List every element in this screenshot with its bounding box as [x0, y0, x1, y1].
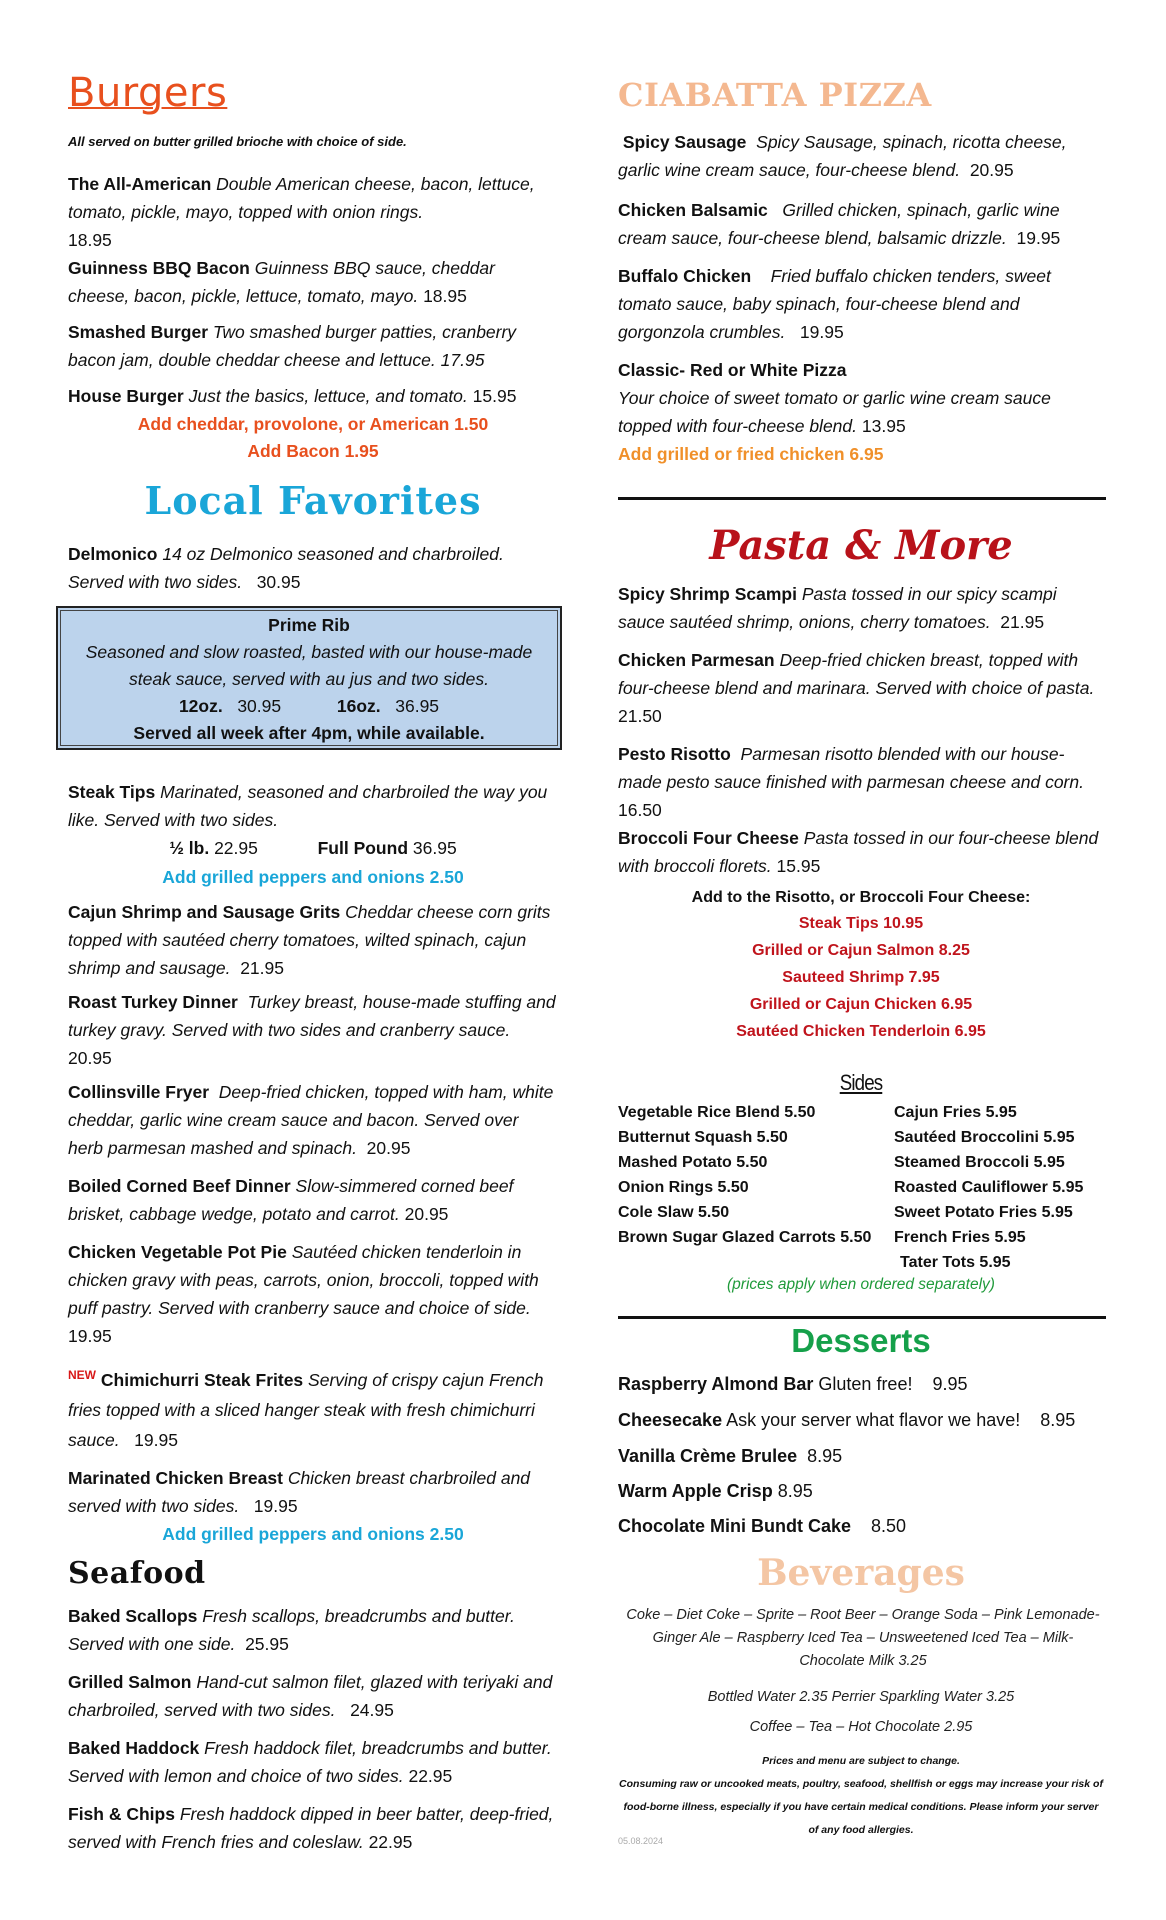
item-desc: Your choice of sweet tomato or garlic wine cream sauce topped with four-cheese blend. — [618, 388, 1051, 436]
item-name: Marinated Chicken Breast — [68, 1468, 283, 1488]
sides-right-list — [894, 1100, 1109, 1275]
item-desc: Fried buffalo chicken tenders, sweet tomato sauce, baby spinach, four-cheese blend and gorgonzola crumbles. — [618, 266, 1051, 342]
menu-item-smashed-burger — [68, 318, 558, 374]
steak-tips-full-price: 36.95 — [412, 838, 457, 858]
item-name: Grilled Salmon — [68, 1672, 192, 1692]
item-name: Steak Tips — [68, 782, 156, 802]
menu-item-spicy-sausage-pizza — [618, 128, 1104, 184]
pasta-addon: Grilled or Cajun Salmon 8.25 — [752, 942, 970, 959]
new-badge: NEW — [68, 1368, 96, 1382]
item-desc: Fresh haddock dipped in beer batter, deep-fried, served with French fries and coleslaw. — [68, 1804, 554, 1852]
item-price: 21.95 — [1000, 612, 1045, 632]
item-price: 9.95 — [932, 1374, 968, 1394]
prime-rib-size-16: 16oz. — [336, 696, 381, 716]
item-name: Smashed Burger — [68, 322, 209, 342]
menu-item-pot-pie — [68, 1238, 558, 1350]
side-item: Brown Sugar Glazed Carrots 5.50 — [618, 1229, 872, 1246]
item-price: 22.95 — [408, 1766, 453, 1786]
pasta-addon: Steak Tips 10.95 — [798, 915, 924, 932]
side-item: Butternut Squash 5.50 — [618, 1129, 788, 1146]
beverages-title: Beverages — [757, 1552, 965, 1594]
item-price: 8.95 — [777, 1481, 813, 1501]
side-item: French Fries 5.95 — [894, 1229, 1026, 1246]
item-name: Raspberry Almond Bar — [618, 1374, 814, 1394]
item-desc: Spicy Sausage, spinach, ricotta cheese, garlic wine cream sauce, four-cheese blend. — [618, 132, 1067, 180]
pizza-addon-chicken: Add grilled or fried chicken 6.95 — [618, 444, 884, 464]
item-name: Broccoli Four Cheese — [618, 828, 799, 848]
prime-rib-price-12: 30.95 — [237, 696, 282, 716]
side-item: Onion Rings 5.50 — [618, 1179, 749, 1196]
item-desc: Slow-simmered corned beef brisket, cabbage wedge, potato and carrot. — [68, 1176, 514, 1224]
side-item: Roasted Cauliflower 5.95 — [894, 1179, 1084, 1196]
item-price: 20.95 — [68, 1048, 112, 1068]
burger-addon-bacon: Add Bacon 1.95 — [247, 441, 379, 461]
item-desc: 14 oz Delmonico seasoned and charbroiled. Served with two sides. — [68, 544, 504, 592]
item-desc: Gluten free! — [818, 1374, 913, 1394]
item-price: 20.95 — [404, 1204, 449, 1224]
steak-tips-half-label: ½ lb. — [169, 838, 210, 858]
menu-item-cheesecake — [618, 1406, 1104, 1434]
menu-item-pesto-risotto — [618, 740, 1104, 824]
side-item: Mashed Potato 5.50 — [618, 1154, 768, 1171]
menu-item-chimichurri — [68, 1360, 558, 1455]
menu-item-grilled-salmon — [68, 1668, 558, 1724]
item-name: Baked Haddock — [68, 1738, 200, 1758]
item-desc: Marinated, seasoned and charbroiled the way you like. Served with two sides. — [68, 782, 548, 830]
burgers-title: Burgers — [68, 70, 228, 116]
item-desc: Two smashed burger patties, cranberry bacon jam, double cheddar cheese and lettuce. — [68, 322, 517, 370]
seafood-title: Seafood — [68, 1556, 206, 1591]
item-name: The All-American — [68, 174, 212, 194]
item-desc: Double American cheese, bacon, lettuce, tomato, pickle, mayo, topped with onion rings. — [68, 174, 535, 222]
item-desc: Guinness BBQ sauce, cheddar cheese, bacon, pickle, lettuce, tomato, mayo. — [68, 258, 495, 306]
item-desc: Deep-fried chicken breast, topped with four-cheese blend and marinara. Served with choice of pasta. — [618, 650, 1095, 698]
sides-title: Sides — [839, 1070, 883, 1095]
menu-item-marinated-chicken — [68, 1464, 558, 1520]
item-desc: Fresh scallops, breadcrumbs and butter. Served with one side. — [68, 1606, 515, 1654]
item-price: 8.95 — [807, 1446, 843, 1466]
menu-item-guinness-bbq — [68, 254, 558, 310]
item-desc: Cheddar cheese corn grits topped with sautéed cherry tomatoes, wilted spinach, cajun shrimp and sausage. — [68, 902, 551, 978]
sides-note: (prices apply when ordered separately) — [727, 1276, 995, 1293]
item-price: 8.95 — [1040, 1410, 1076, 1430]
item-desc: Pasta tossed in our spicy scampi sauce sautéed shrimp, onions, cherry tomatoes. — [618, 584, 1057, 632]
menu-item-delmonico — [68, 540, 558, 596]
item-price: 19.95 — [799, 322, 844, 342]
beverages-sodas: Coke – Diet Coke – Sprite – Root Beer – Orange Soda – Pink Lemonade- Ginger Ale – Raspberry Iced Tea – Unsweetened Iced Tea – Milk- Chocolate Milk 3.25 — [626, 1607, 1100, 1669]
item-price: 18.95 — [423, 286, 467, 306]
pasta-addons-header: Add to the Risotto, or Broccoli Four Cheese: — [691, 889, 1031, 906]
item-desc: Deep-fried chicken, topped with ham, white cheddar, garlic wine cream sauce and bacon. Served over herb parmesan mashed and spinach. — [68, 1082, 554, 1158]
date-code: 05.08.2024 — [618, 1836, 664, 1846]
item-price: 16.50 — [618, 800, 662, 820]
menu-item-cajun-shrimp-grits — [68, 898, 558, 982]
item-price: 15.95 — [472, 386, 517, 406]
item-name: Chicken Vegetable Pot Pie — [68, 1242, 287, 1262]
item-name: Warm Apple Crisp — [618, 1481, 773, 1501]
desserts-title: Desserts — [791, 1322, 931, 1359]
item-desc: Chicken breast charbroiled and served with two sides. — [68, 1468, 531, 1516]
side-item: Sweet Potato Fries 5.95 — [894, 1204, 1073, 1221]
divider-line — [618, 1316, 1106, 1319]
item-price: 22.95 — [368, 1832, 413, 1852]
menu-item-spicy-shrimp-scampi — [618, 580, 1104, 636]
menu-item-bundt-cake — [618, 1512, 1104, 1540]
item-desc: Hand-cut salmon filet, glazed with teriyaki and charbroiled, served with two sides. — [68, 1672, 553, 1720]
local-favorites-title: Local Favorites — [144, 478, 482, 523]
menu-item-chicken-balsamic-pizza — [618, 196, 1104, 252]
menu-item-chicken-parmesan — [618, 646, 1104, 730]
menu-item-house-burger — [68, 382, 558, 410]
menu-item-all-american — [68, 170, 558, 254]
beverages-hot: Coffee – Tea – Hot Chocolate 2.95 — [749, 1719, 973, 1735]
item-name: Chocolate Mini Bundt Cake — [618, 1516, 852, 1536]
steak-tips-sizes — [68, 834, 558, 862]
menu-item-fish-chips — [68, 1800, 558, 1856]
item-name: Guinness BBQ Bacon — [68, 258, 250, 278]
item-name: Spicy Sausage — [622, 132, 747, 152]
item-name: Pesto Risotto — [618, 744, 731, 764]
item-name: Roast Turkey Dinner — [68, 992, 238, 1012]
menu-item-apple-crisp — [618, 1477, 1104, 1505]
pasta-more-title: Pasta & More — [709, 522, 1013, 569]
beverages-water: Bottled Water 2.35 Perrier Sparkling Water 3.25 — [707, 1689, 1015, 1705]
prime-rib-name: Prime Rib — [268, 615, 350, 635]
menu-item-baked-scallops — [68, 1602, 558, 1658]
item-desc: Parmesan risotto blended with our house-made pesto sauce finished with parmesan cheese and corn. — [618, 744, 1084, 792]
prime-rib-sizes — [72, 693, 546, 720]
item-name: Delmonico — [68, 544, 158, 564]
side-item: Tater Tots 5.95 — [900, 1254, 1011, 1271]
item-name: Collinsville Fryer — [68, 1082, 210, 1102]
item-name: Chicken Balsamic — [618, 200, 768, 220]
prime-rib-price-16: 36.95 — [395, 696, 440, 716]
prime-rib-box — [56, 606, 562, 750]
item-name: Chicken Parmesan — [618, 650, 775, 670]
steak-tips-full-label: Full Pound — [317, 838, 409, 858]
steak-tips-addon: Add grilled peppers and onions 2.50 — [162, 867, 464, 887]
item-price: 20.95 — [969, 160, 1014, 180]
item-name: Chimichurri Steak Frites — [100, 1369, 304, 1390]
pasta-addon: Sauteed Shrimp 7.95 — [782, 969, 940, 986]
menu-item-collinsville-fryer — [68, 1078, 558, 1162]
item-desc: Just the basics, lettuce, and tomato. — [188, 386, 468, 406]
item-desc: Serving of crispy cajun French fries topped with a sliced hanger steak with fresh chimichurri sauce. — [68, 1369, 544, 1450]
menu-item-classic-pizza — [618, 356, 1104, 440]
ciabatta-pizza-title: CIABATTA PIZZA — [618, 76, 932, 114]
menu-item-corned-beef — [68, 1172, 558, 1228]
item-price: 19.95 — [1016, 228, 1061, 248]
divider-line — [618, 497, 1106, 500]
side-item: Steamed Broccoli 5.95 — [894, 1154, 1065, 1171]
item-price: 20.95 — [366, 1138, 411, 1158]
item-name: Vanilla Crème Brulee — [618, 1446, 798, 1466]
item-price: 19.95 — [68, 1326, 112, 1346]
prime-rib-note: Served all week after 4pm, while available. — [133, 723, 485, 743]
item-price: 19.95 — [253, 1496, 298, 1516]
prime-rib-size-12: 12oz. — [178, 696, 223, 716]
item-desc: Ask your server what flavor we have! — [726, 1410, 1021, 1430]
side-item: Cole Slaw 5.50 — [618, 1204, 730, 1221]
menu-item-roast-turkey — [68, 988, 558, 1072]
burgers-subtitle: All served on butter grilled brioche with choice of side. — [68, 134, 407, 149]
item-desc: Pasta tossed in our four-cheese blend with broccoli florets. — [618, 828, 1099, 876]
sides-left-list — [618, 1100, 898, 1250]
side-item: Cajun Fries 5.95 — [894, 1104, 1017, 1121]
item-price: 15.95 — [776, 856, 821, 876]
item-price: 21.50 — [618, 706, 662, 726]
item-name: Boiled Corned Beef Dinner — [68, 1176, 291, 1196]
menu-item-creme-brulee — [618, 1442, 1104, 1470]
item-price: 25.95 — [245, 1634, 289, 1654]
item-price: 19.95 — [134, 1429, 178, 1450]
marinated-chicken-addon: Add grilled peppers and onions 2.50 — [162, 1524, 464, 1544]
item-price: 30.95 — [256, 572, 301, 592]
item-name: Spicy Shrimp Scampi — [618, 584, 797, 604]
item-price: 24.95 — [350, 1700, 394, 1720]
allergy-disclaimer: Consuming raw or uncooked meats, poultry, seafood, shellfish or eggs may increase your risk of food-borne illness, especially if you have certain medical conditions. Please inform your server of any food allergies. — [619, 1778, 1103, 1836]
menu-item-buffalo-chicken-pizza — [618, 262, 1104, 346]
item-name: House Burger — [68, 386, 184, 406]
item-desc: Grilled chicken, spinach, garlic wine cream sauce, four-cheese blend, balsamic drizzle. — [618, 200, 1060, 248]
side-item: Vegetable Rice Blend 5.50 — [618, 1104, 816, 1121]
menu-item-steak-tips — [68, 778, 558, 834]
prime-rib-desc: Seasoned and slow roasted, basted with our house-made steak sauce, served with au jus and two sides. — [85, 642, 533, 689]
item-name: Fish & Chips — [68, 1804, 175, 1824]
item-price: 17.95 — [440, 350, 485, 370]
pasta-addon: Sautéed Chicken Tenderloin 6.95 — [736, 1023, 986, 1040]
burger-addon-cheese: Add cheddar, provolone, or American 1.50 — [137, 414, 489, 434]
price-disclaimer: Prices and menu are subject to change. — [762, 1755, 960, 1767]
side-item: Sautéed Broccolini 5.95 — [894, 1129, 1075, 1146]
menu-item-raspberry-almond-bar — [618, 1370, 1104, 1398]
item-desc: Fresh haddock filet, breadcrumbs and butter. Served with lemon and choice of two sides. — [68, 1738, 552, 1786]
pasta-addon: Grilled or Cajun Chicken 6.95 — [749, 996, 973, 1013]
item-price: 21.95 — [240, 958, 284, 978]
item-price: 18.95 — [68, 230, 112, 250]
item-name: Baked Scallops — [68, 1606, 198, 1626]
item-price: 13.95 — [861, 416, 906, 436]
item-desc: Turkey breast, house-made stuffing and turkey gravy. Served with two sides and cranberry sauce. — [68, 992, 556, 1040]
item-name: Classic- Red or White Pizza — [618, 360, 847, 380]
item-desc: Sautéed chicken tenderloin in chicken gravy with peas, carrots, onion, broccoli, topped with puff pastry. Served with cranberry sauce and choice of side. — [68, 1242, 539, 1318]
steak-tips-half-price: 22.95 — [214, 838, 258, 858]
menu-item-broccoli-four-cheese — [618, 824, 1104, 880]
menu-item-baked-haddock — [68, 1734, 558, 1790]
item-name: Cheesecake — [618, 1410, 723, 1430]
item-name: Cajun Shrimp and Sausage Grits — [68, 902, 341, 922]
item-price: 8.50 — [871, 1516, 907, 1536]
item-name: Buffalo Chicken — [618, 266, 752, 286]
